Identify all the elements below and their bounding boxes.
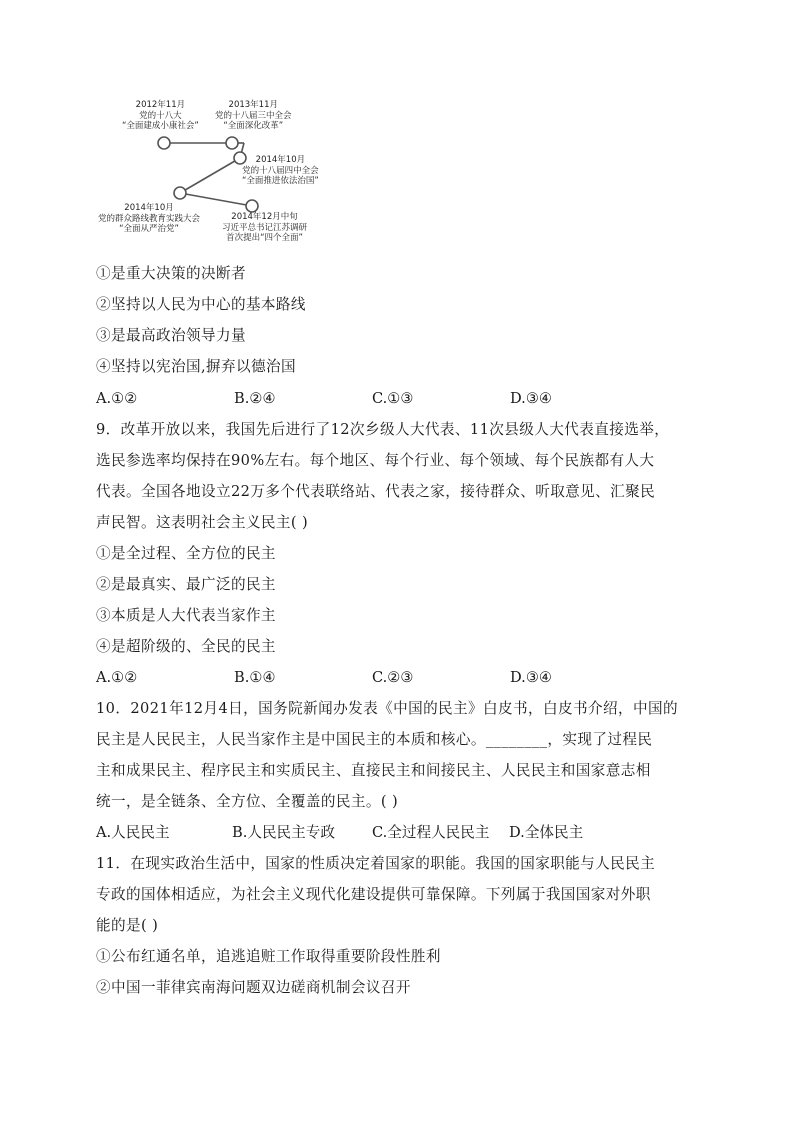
q8-option-b[interactable]: B.②④ <box>234 390 276 407</box>
q8-option-c[interactable]: C.①③ <box>372 390 414 407</box>
event-4-meeting: 党的群众路线教育实践大会 <box>98 213 201 224</box>
q8-item-2: ②坚持以人民为中心的基本路线 <box>96 296 306 313</box>
event-2-date: 2013年11月 <box>228 100 278 110</box>
event-2-meeting: 党的十八届三中全会 <box>215 110 292 121</box>
q8-item-3: ③是最高政治领导力量 <box>96 327 246 344</box>
event-2-slogan: “全面深化改革” <box>223 121 284 131</box>
q10-option-c[interactable]: C.全过程人民民主 <box>372 824 490 841</box>
q10-option-b[interactable]: B.人民民主专政 <box>232 824 335 841</box>
q9-stem-line-3: 代表。全国各地设立22万多个代表联络站、代表之家，接待群众、听取意见、汇聚民 <box>96 483 656 500</box>
event-3-label <box>242 155 319 187</box>
q11-stem-line-1: 11．在现实政治生活中，国家的性质决定着国家的职能。我国的国家职能与人民民主 <box>96 855 656 872</box>
q11-stem-line-2: 专政的国体相适应，为社会主义现代化建设提供可靠保障。下列属于我国国家对外职 <box>96 886 651 903</box>
event-1-label <box>122 100 199 132</box>
q9-stem-line-4: 声民智。这表明社会主义民主( ) <box>96 514 309 531</box>
q8-item-1: ①是重大决策的决断者 <box>96 265 246 282</box>
q9-stem-line-1: 9．改革开放以来，我国先后进行了12次乡级人大代表、11次县级人大代表直接选举， <box>96 421 670 438</box>
q9-item-1: ①是全过程、全方位的民主 <box>96 545 276 562</box>
q9-stem-line-2: 选民参选率均保持在90%左右。每个地区、每个行业、每个领域、每个民族都有人大 <box>96 452 655 469</box>
q9-option-c[interactable]: C.②③ <box>372 669 414 686</box>
event-5-label <box>222 212 307 244</box>
q8-option-d[interactable]: D.③④ <box>510 390 552 407</box>
event-2-label <box>215 100 292 132</box>
q9-item-3: ③本质是人大代表当家作主 <box>96 607 276 624</box>
q10-stem-line-4: 统一，是全链条、全方位、全覆盖的民主。( ) <box>96 793 399 810</box>
event-3-meeting: 党的十八届四中全会 <box>242 165 319 176</box>
q10-stem-line-3: 主和成果民主、程序民主和实质民主、直接民主和间接民主、人民民主和国家意志相 <box>96 762 651 779</box>
event-5-meeting: 习近平总书记江苏调研 <box>222 222 308 233</box>
event-1-slogan: “全面建成小康社会” <box>122 121 199 131</box>
event-1-meeting: 党的十八大 <box>139 110 182 121</box>
event-5-date: 2014年12月中旬 <box>231 212 298 222</box>
event-4-label <box>98 203 200 235</box>
q8-option-a[interactable]: A.①② <box>96 390 138 407</box>
q8-item-4: ④坚持以宪治国,摒弃以德治国 <box>96 358 296 375</box>
event-marker-4 <box>174 187 186 199</box>
q10-option-d[interactable]: D.全体民主 <box>509 824 584 841</box>
q10-stem-line-1: 10．2021年12月4日，国务院新闻办发表《中国的民主》白皮书，白皮书介绍，中国的 <box>96 700 678 717</box>
q9-item-2: ②是最真实、最广泛的民主 <box>96 576 276 593</box>
q9-option-b[interactable]: B.①④ <box>234 669 276 686</box>
event-3-slogan: “全面推进依法治国” <box>242 176 319 186</box>
q9-option-d[interactable]: D.③④ <box>510 669 552 686</box>
q9-option-a[interactable]: A.①② <box>96 669 138 686</box>
q9-item-4: ④是超阶级的、全民的民主 <box>96 638 276 655</box>
q11-item-1: ①公布红通名单，追逃追赃工作取得重要阶段性胜利 <box>96 948 441 965</box>
event-4-slogan: “全面从严治党” <box>119 224 179 234</box>
timeline-figure <box>92 92 352 254</box>
q11-item-2: ②中国一菲律宾南海问题双边磋商机制会议召开 <box>96 979 411 996</box>
event-4-date: 2014年10月 <box>124 203 174 213</box>
event-1-date: 2012年11月 <box>135 100 186 110</box>
event-5-slogan: 首次提出“四个全面” <box>226 233 303 243</box>
event-3-date: 2014年10月 <box>255 155 306 165</box>
event-marker-5 <box>246 200 258 212</box>
q10-stem-line-2: 民主是人民民主，人民当家作主是中国民主的本质和核心。________，实现了过程民 <box>96 731 653 748</box>
q11-stem-line-3: 能的是( ) <box>96 917 159 934</box>
q10-option-a[interactable]: A.人民民主 <box>96 824 170 841</box>
event-marker-1 <box>158 137 170 149</box>
event-marker-2 <box>226 137 238 149</box>
